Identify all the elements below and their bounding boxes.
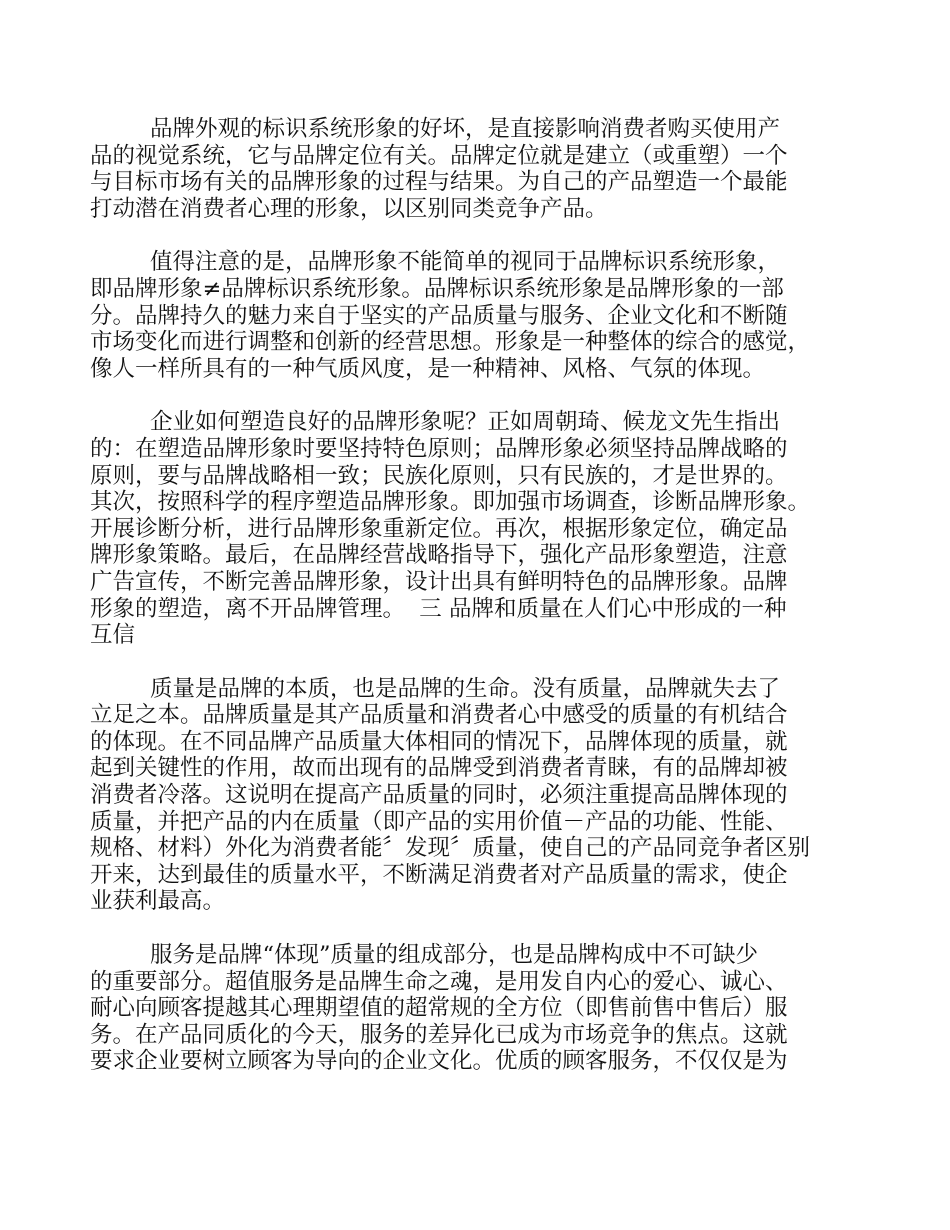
text-line: 务。在产品同质化的今天，服务的差异化已成为市场竞争的焦点。这就 xyxy=(90,1021,788,1048)
text-line: 立足之本。品牌质量是其产品质量和消费者心中感受的质量的有机结合 xyxy=(90,702,788,729)
text-line: 要求企业要树立顾客为导向的企业文化。优质的顾客服务，不仅仅是为 xyxy=(90,1048,788,1075)
paragraph-brand-image xyxy=(90,249,890,382)
text-line: 品牌外观的标识系统形象的好坏，是直接影响消费者购买使用产 xyxy=(150,116,781,142)
text-line: 的：在塑造品牌形象时要坚持特色原则；品牌形象必须坚持品牌战略的 xyxy=(90,435,788,462)
text-line: 像人一样所具有的一种气质风度，是一种精神、风格、气氛的体现。 xyxy=(90,355,766,382)
text-line: 其次，按照科学的程序塑造品牌形象。即加强市场调查，诊断品牌形象。 xyxy=(90,489,811,516)
text-line: 规格、材料）外化为消费者能〞发现〞质量，使自己的产品同竞争者区别 xyxy=(90,835,811,862)
paragraph-service xyxy=(90,942,890,1075)
text-line: 与目标市场有关的品牌形象的过程与结果。为自己的产品塑造一个最能 xyxy=(90,169,788,196)
text-line: 分。品牌持久的魅力来自于坚实的产品质量与服务、企业文化和不断随 xyxy=(90,302,788,329)
text-line: 原则，要与品牌战略相一致；民族化原则，只有民族的，才是世界的。 xyxy=(90,462,788,489)
paragraph-brand-identity xyxy=(90,116,890,222)
text-line: 广告宣传，不断完善品牌形象，设计出具有鲜明特色的品牌形象。品牌 xyxy=(90,568,788,595)
text-line: 市场变化而进行调整和创新的经营思想。形象是一种整体的综合的感觉， xyxy=(90,329,811,356)
text-line: 的重要部分。超值服务是品牌生命之魂，是用发自内心的爱心、诚心、 xyxy=(90,968,788,995)
text-line: 开来，达到最佳的质量水平，不断满足消费者对产品质量的需求，使企 xyxy=(90,861,788,888)
text-line: 起到关键性的作用，故而出现有的品牌受到消费者青睐，有的品牌却被 xyxy=(90,755,788,782)
paragraph-shaping-image xyxy=(90,409,890,648)
text-line: 开展诊断分析，进行品牌形象重新定位。再次，根据形象定位，确定品 xyxy=(90,515,788,542)
text-line: 服务是品牌“体现”质量的组成部分，也是品牌构成中不可缺少 xyxy=(150,942,759,969)
text-line: 值得注意的是，品牌形象不能简单的视同于品牌标识系统形象， xyxy=(150,249,781,276)
text-line: 企业如何塑造良好的品牌形象呢？正如周朝琦、候龙文先生指出 xyxy=(150,409,781,436)
text-line: 耐心向顾客提越其心理期望值的超常规的全方位（即售前售中售后）服 xyxy=(90,995,788,1022)
text-line: 质量是品牌的本质，也是品牌的生命。没有质量，品牌就失去了 xyxy=(150,675,781,702)
text-line: 牌形象策略。最后，在品牌经营战略指导下，强化产品形象塑造，注意 xyxy=(90,542,788,569)
text-line: 互信 xyxy=(90,622,136,649)
paragraph-quality xyxy=(90,676,890,915)
text-line: 即品牌形象≠品牌标识系统形象。品牌标识系统形象是品牌形象的一部 xyxy=(90,275,784,302)
text-line: 的体现。在不同品牌产品质量大体相同的情况下，品牌体现的质量，就 xyxy=(90,728,788,755)
text-line: 消费者冷落。这说明在提高产品质量的同时，必须注重提高品牌体现的 xyxy=(90,782,788,809)
text-line: 业获利最高。 xyxy=(90,888,226,915)
document-body xyxy=(90,116,890,1102)
text-line: 打动潜在消费者心理的形象，以区别同类竞争产品。 xyxy=(90,195,608,222)
text-line: 形象的塑造，离不开品牌管理。 三 品牌和质量在人们心中形成的一种 xyxy=(90,595,787,622)
text-line: 品的视觉系统，它与品牌定位有关。品牌定位就是建立（或重塑）一个 xyxy=(90,142,788,169)
text-line: 质量，并把产品的内在质量（即产品的实用价值－产品的功能、性能、 xyxy=(90,808,788,835)
